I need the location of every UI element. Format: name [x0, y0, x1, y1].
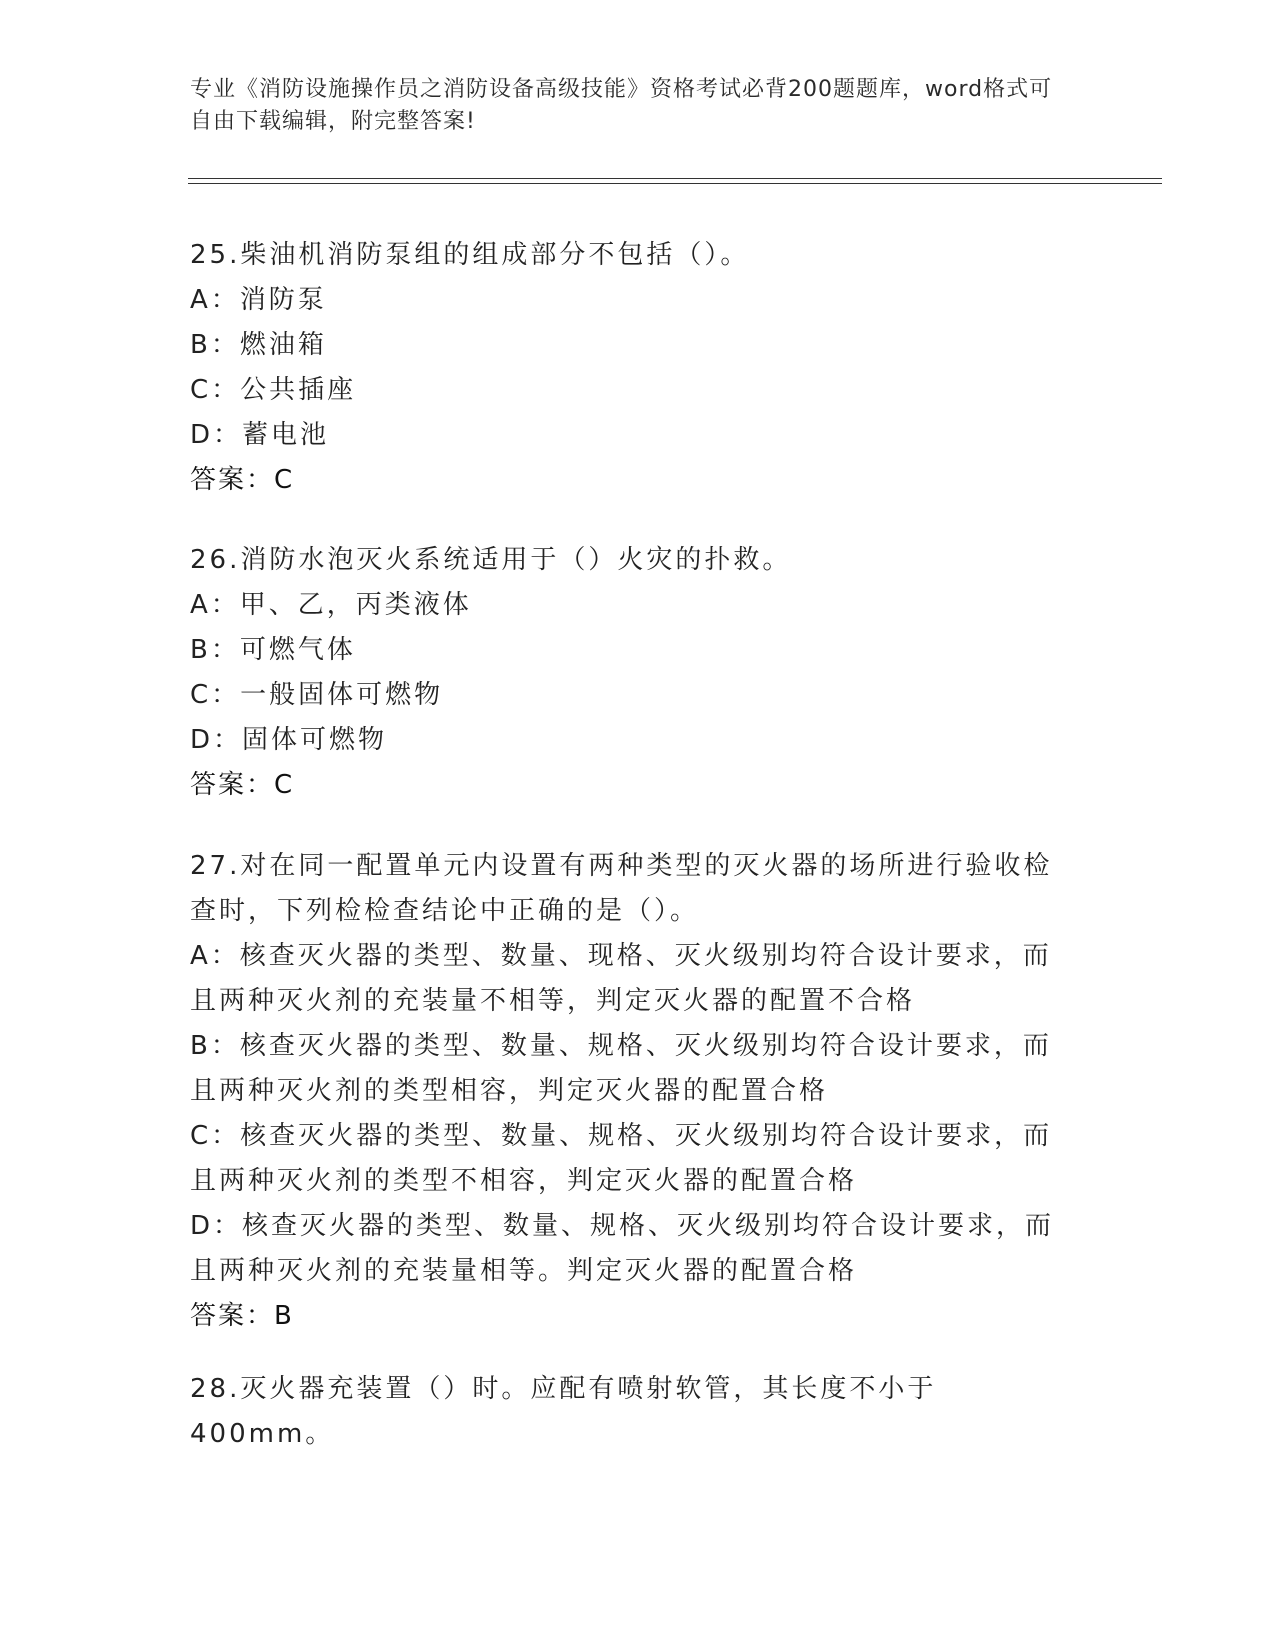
answer-line [190, 458, 1080, 503]
answer-value: C [274, 770, 295, 800]
document-header: 专业《消防设施操作员之消防设备高级技能》资格考试必背200题题库，word格式可自由下载编辑，附完整答案! [190, 77, 1053, 134]
question-28 [190, 1367, 1080, 1457]
answer-line [190, 763, 1080, 808]
header-rule-top [188, 178, 1162, 179]
option-c: C：公共插座 [190, 375, 357, 405]
answer-label: 答案： [190, 770, 275, 800]
answer-label: 答案： [190, 465, 275, 495]
option-c: C：核查灭火器的类型、数量、规格、灭火级别均符合设计要求，而且两种灭火剂的类型不相容，判定灭火器的配置合格 [190, 1121, 1053, 1196]
question-stem: 25.柴油机消防泵组的组成部分不包括（）。 [190, 240, 750, 270]
question-25 [190, 233, 1080, 503]
option-c: C：一般固体可燃物 [190, 680, 444, 710]
answer-label: 答案： [190, 1301, 275, 1331]
option-a: A：核查灭火器的类型、数量、现格、灭火级别均符合设计要求，而且两种灭火剂的充装量不相等，判定灭火器的配置不合格 [190, 941, 1052, 1016]
option-b: B：燃油箱 [190, 330, 327, 360]
question-stem: 28.灭火器充装置（）时。应配有喷射软管，其长度不小于400mm。 [190, 1374, 937, 1449]
question-stem: 27.对在同一配置单元内设置有两种类型的灭火器的场所进行验收检查时，下列检检查结论中正确的是（）。 [190, 851, 1053, 926]
option-a: A：消防泵 [190, 285, 327, 315]
answer-line [190, 1294, 1080, 1339]
question-stem: 26.消防水泡灭火系统适用于（）火灾的扑救。 [190, 545, 792, 575]
question-26 [190, 538, 1080, 808]
option-d: D：固体可燃物 [190, 725, 388, 755]
answer-value: B [274, 1301, 294, 1331]
option-a: A：甲、乙，丙类液体 [190, 590, 472, 620]
option-d: D：蓄电池 [190, 420, 330, 450]
question-27 [190, 844, 1080, 1339]
option-b: B：可燃气体 [190, 635, 356, 665]
option-b: B：核查灭火器的类型、数量、规格、灭火级别均符合设计要求，而且两种灭火剂的类型相容，判定灭火器的配置合格 [190, 1031, 1052, 1106]
option-d: D：核查灭火器的类型、数量、规格、灭火级别均符合设计要求，而且两种灭火剂的充装量相等。判定灭火器的配置合格 [190, 1211, 1055, 1286]
answer-value: C [274, 465, 295, 495]
header-rule-bottom [188, 183, 1162, 184]
